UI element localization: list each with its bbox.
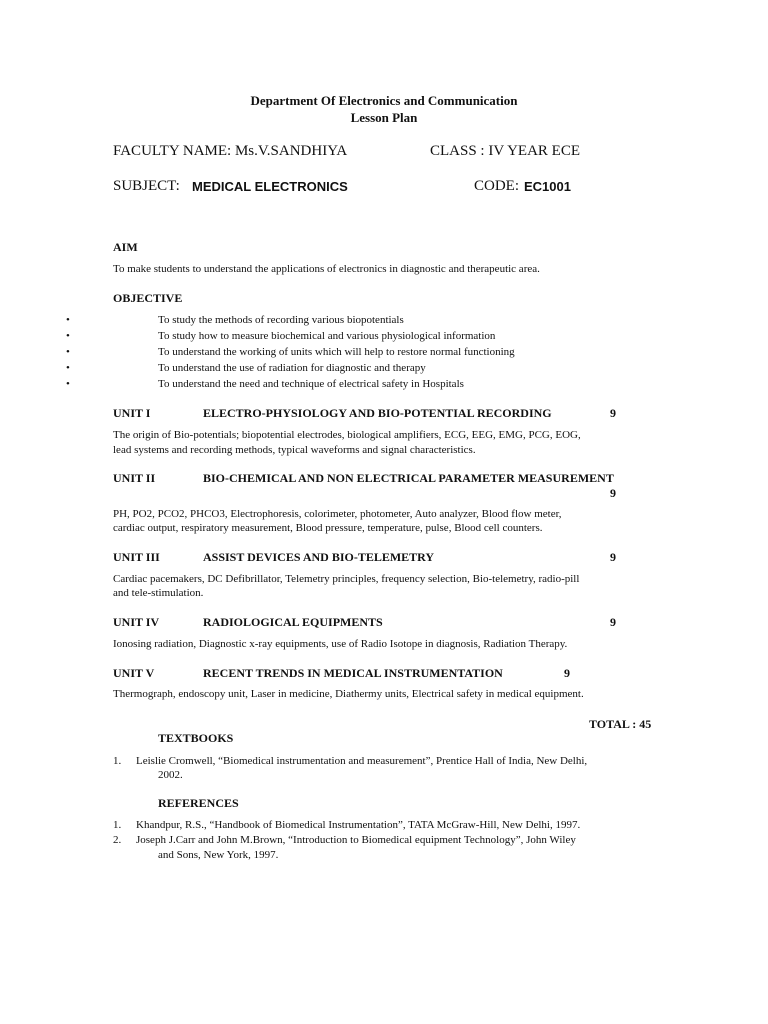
objective-heading: OBJECTIVE xyxy=(113,291,183,305)
unit-4-label: UNIT IV xyxy=(113,615,160,629)
unit-2-hours: 9 xyxy=(610,486,616,500)
subject-label: SUBJECT: xyxy=(113,178,180,194)
aim-text: To make students to understand the applications of electronics in diagnostic and therapeutic area. xyxy=(113,263,540,275)
unit-3-label: UNIT III xyxy=(113,550,160,564)
objective-item: To study how to measure biochemical and various physiological information xyxy=(158,330,496,342)
class-info: CLASS : IV YEAR ECE xyxy=(430,143,581,159)
code-value: EC1001 xyxy=(524,179,571,194)
unit-4-hours: 9 xyxy=(610,615,616,629)
unit-1-content: lead systems and recording methods, typical waveforms and signal characteristics. xyxy=(113,444,476,456)
unit-5-label: UNIT V xyxy=(113,666,155,680)
unit-3-hours: 9 xyxy=(610,550,616,564)
unit-5-content: Thermograph, endoscopy unit, Laser in medicine, Diathermy units, Electrical safety in medical equipment. xyxy=(113,688,584,700)
total-hours: TOTAL : 45 xyxy=(589,717,652,731)
unit-2-content: PH, PO2, PCO2, PHCO3, Electrophoresis, colorimeter, photometer, Auto analyzer, Blood flow meter, xyxy=(113,508,562,520)
textbook-item: 2002. xyxy=(158,769,183,781)
reference-item: Khandpur, R.S., “Handbook of Biomedical Instrumentation”, TATA McGraw-Hill, New Delhi, 1997. xyxy=(136,819,581,831)
subject-value: MEDICAL ELECTRONICS xyxy=(192,179,348,194)
unit-4-content: Ionosing radiation, Diagnostic x-ray equipments, use of Radio Isotope in diagnosis, Radiation Therapy. xyxy=(113,638,568,650)
unit-2-content: cardiac output, respiratory measurement, Blood pressure, temperature, pulse, Blood cell counters. xyxy=(113,522,543,534)
unit-3-content: Cardiac pacemakers, DC Defibrillator, Telemetry principles, frequency selection, Bio-telemetry, radio-pill xyxy=(113,573,580,585)
bullet-icon: • xyxy=(66,378,70,390)
textbooks-heading: TEXTBOOKS xyxy=(158,731,234,745)
unit-3-title: ASSIST DEVICES AND BIO-TELEMETRY xyxy=(203,550,435,564)
objective-item: To understand the need and technique of electrical safety in Hospitals xyxy=(158,378,464,390)
reference-number: 1. xyxy=(113,819,122,831)
objective-item: To understand the working of units which will help to restore normal functioning xyxy=(158,346,515,358)
department-title: Department Of Electronics and Communication xyxy=(250,93,518,108)
unit-5-title: RECENT TRENDS IN MEDICAL INSTRUMENTATION xyxy=(203,666,503,680)
textbook-item: Leislie Cromwell, “Biomedical instrumentation and measurement”, Prentice Hall of India, New Delhi, xyxy=(136,755,588,767)
unit-2-label: UNIT II xyxy=(113,471,156,485)
bullet-icon: • xyxy=(66,314,70,326)
unit-1-label: UNIT I xyxy=(113,406,151,420)
page-subtitle: Lesson Plan xyxy=(350,110,418,125)
bullet-icon: • xyxy=(66,330,70,342)
unit-5-hours: 9 xyxy=(564,666,570,680)
unit-3-content: and tele-stimulation. xyxy=(113,587,204,599)
reference-item: and Sons, New York, 1997. xyxy=(158,849,279,861)
unit-1-hours: 9 xyxy=(610,406,616,420)
unit-1-content: The origin of Bio-potentials; biopotential electrodes, biological amplifiers, ECG, EEG, EMG, PCG, EOG, xyxy=(113,429,581,441)
aim-heading: AIM xyxy=(113,240,138,254)
reference-number: 2. xyxy=(113,834,122,846)
reference-item: Joseph J.Carr and John M.Brown, “Introduction to Biomedical equipment Technology”, John Wiley xyxy=(136,834,576,846)
unit-1-title: ELECTRO-PHYSIOLOGY AND BIO-POTENTIAL RECORDING xyxy=(203,406,552,420)
textbook-number: 1. xyxy=(113,755,122,767)
unit-2-title: BIO-CHEMICAL AND NON ELECTRICAL PARAMETER MEASUREMENT xyxy=(203,471,614,485)
unit-4-title: RADIOLOGICAL EQUIPMENTS xyxy=(203,615,383,629)
faculty-name: FACULTY NAME: Ms.V.SANDHIYA xyxy=(113,143,348,159)
bullet-icon: • xyxy=(66,362,70,374)
bullet-icon: • xyxy=(66,346,70,358)
references-heading: REFERENCES xyxy=(158,796,239,810)
objective-item: To study the methods of recording various biopotentials xyxy=(158,314,404,326)
code-label: CODE: xyxy=(474,178,519,194)
objective-item: To understand the use of radiation for diagnostic and therapy xyxy=(158,362,426,374)
